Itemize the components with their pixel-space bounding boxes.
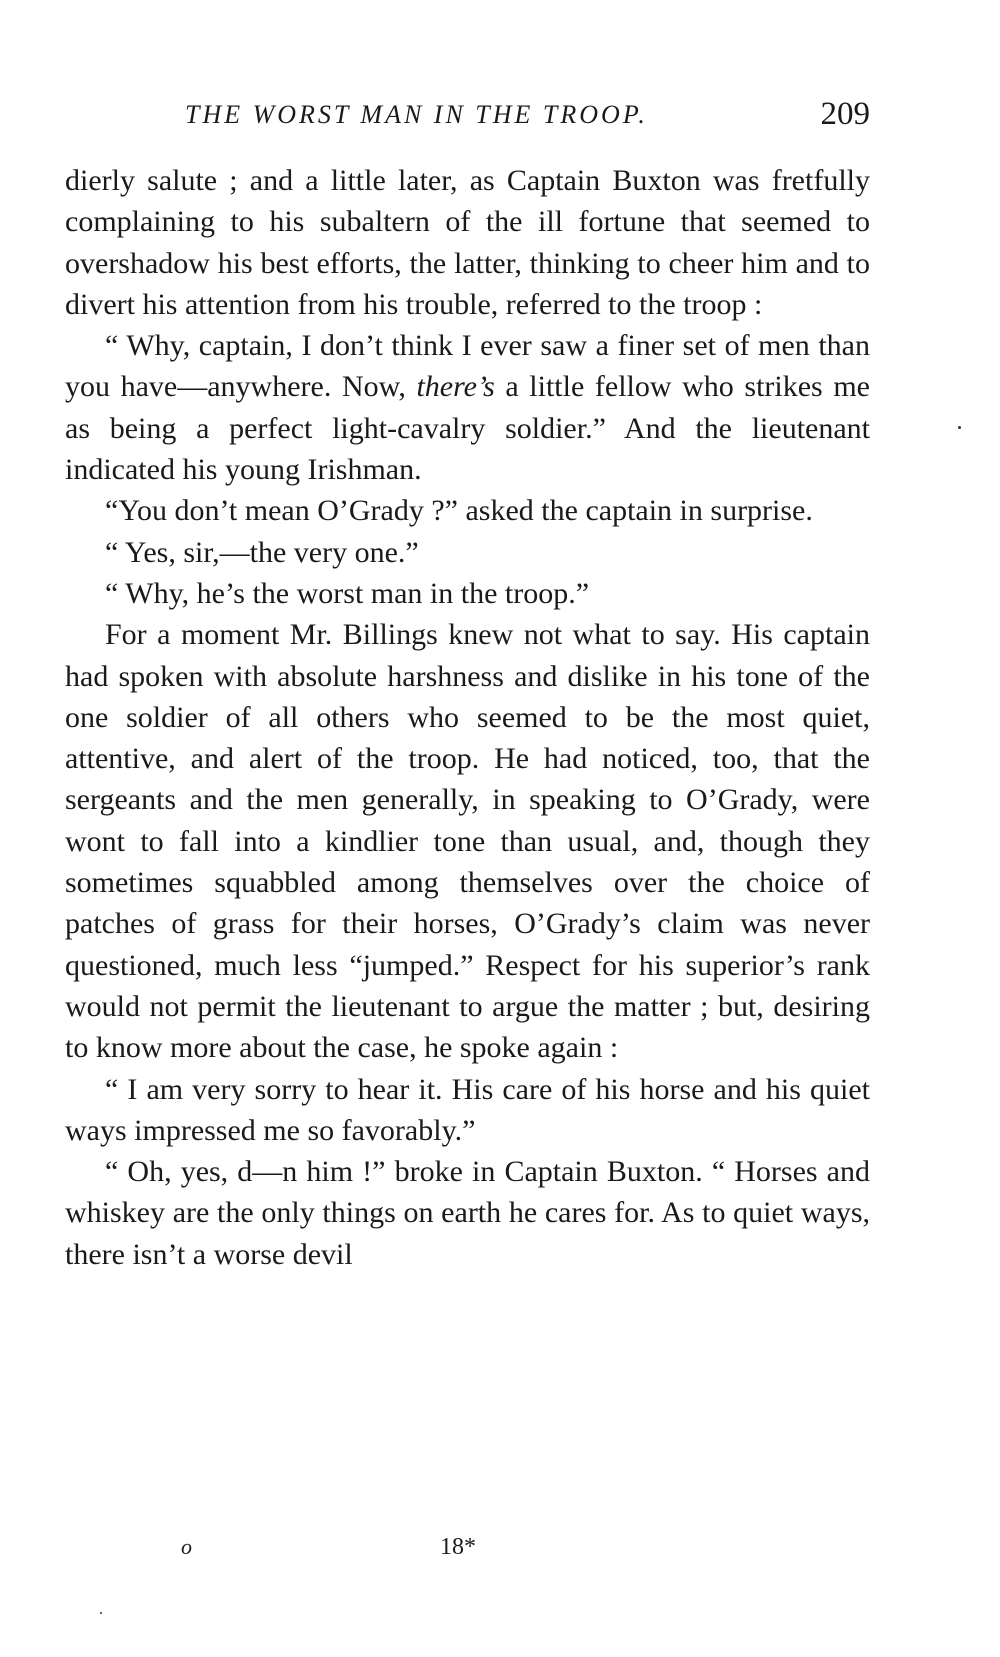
paragraph: “ I am very sorry to hear it. His care of his horse and his quiet ways impressed me so favorably.” bbox=[65, 1072, 870, 1147]
emphasis-text: there’s bbox=[416, 370, 495, 404]
running-head bbox=[185, 96, 870, 136]
scan-speck bbox=[958, 426, 961, 429]
paragraph: “ Yes, sir,—the very one.” bbox=[105, 535, 419, 569]
paragraph: “ Why, he’s the worst man in the troop.” bbox=[105, 576, 590, 610]
paragraph: dierly salute ; and a little later, as Captain Buxton was fretfully complaining to his subaltern of the ill fortune that seemed to overshadow his best efforts, the latter, thinking to cheer him and to divert his attention from his trouble, referred to the troop : bbox=[65, 164, 870, 321]
paragraph: For a moment Mr. Billings knew not what to say. His captain had spoken with absolute harshness and dislike in his tone of the one soldier of all others who seemed to be the most quiet, attentive, and alert of the troop. He had noticed, too, that the sergeants and the men generally, in speaking to O’Grady, were wont to fall into a kindlier tone than usual, and, though they sometimes squabbled among themselves over the choice of patches of grass for their horses, O’Grady’s claim was never questioned, much less “jumped.” Respect for his superior’s rank would not permit the lieutenant to argue the matter ; but, desiring to know more about the case, he spoke again : bbox=[65, 618, 870, 1065]
signature-mark: o bbox=[181, 1534, 192, 1559]
paragraph: “You don’t mean O’Grady ?” asked the captain in surprise. bbox=[105, 494, 813, 528]
paragraph: “ Oh, yes, d—n him !” broke in Captain Buxton. “ Horses and whiskey are the only things on earth he cares for. As to quiet ways, there isn’t a worse devil bbox=[65, 1155, 870, 1271]
sheet-mark: 18* bbox=[440, 1534, 476, 1560]
running-title: THE WORST MAN IN THE TROOP. bbox=[185, 100, 648, 129]
paragraph bbox=[65, 325, 870, 490]
page-number: 209 bbox=[820, 96, 870, 132]
paragraph-text: a little fellow who strikes me as being a perfect light-cavalry soldier.” And the lieutenant indicated his young Irishman. bbox=[65, 370, 870, 487]
body-text bbox=[65, 160, 870, 1275]
paragraph-text: “ Why, captain, I don’t think I ever saw a finer set of men than you have—anywhere. Now, bbox=[65, 329, 870, 404]
scan-speck bbox=[100, 1612, 102, 1614]
page-footer bbox=[0, 1534, 1000, 1574]
